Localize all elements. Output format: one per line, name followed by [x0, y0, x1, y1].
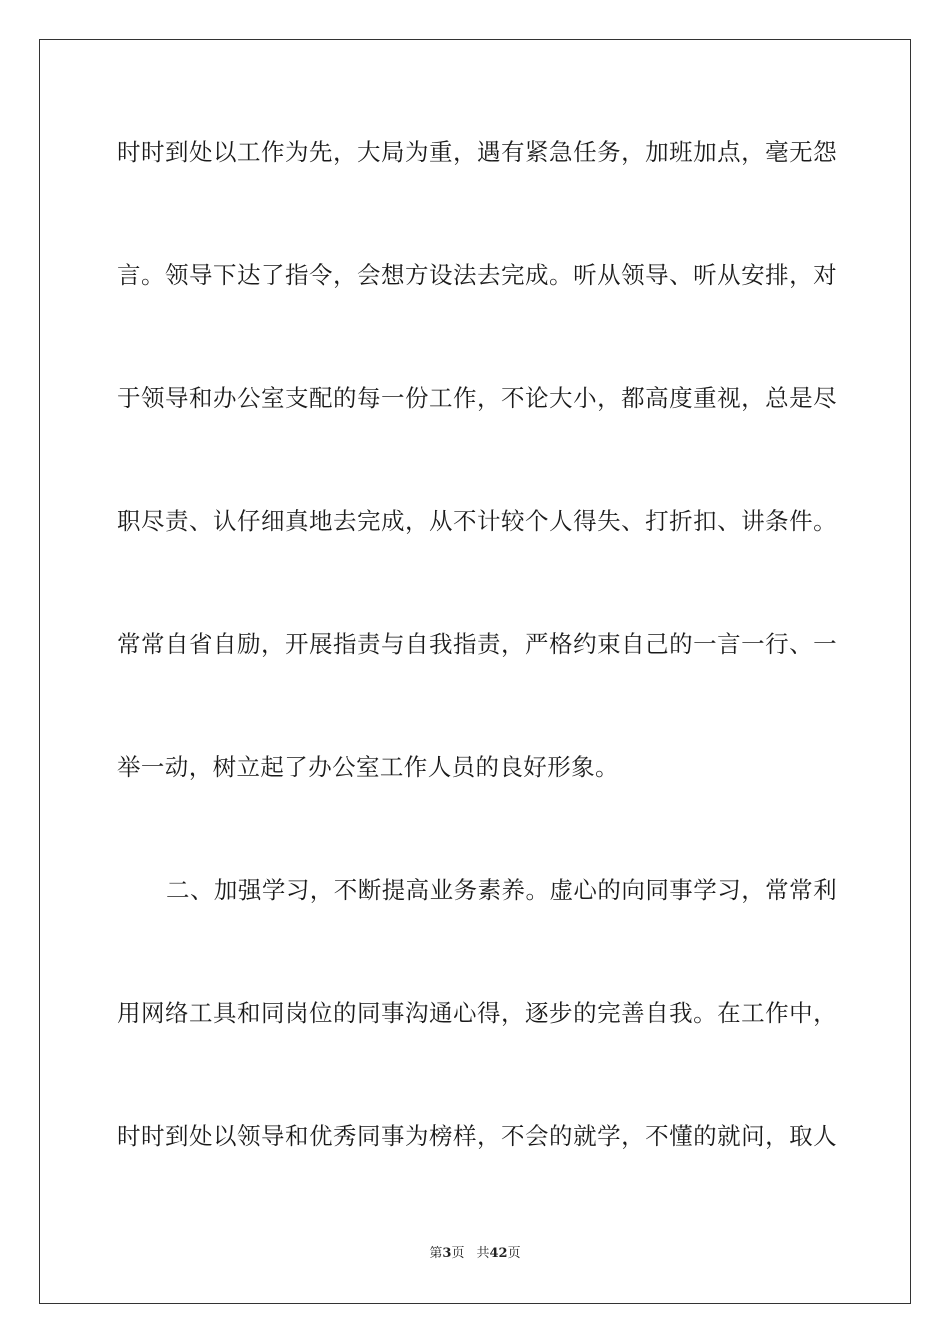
page-label-suffix: 页: [451, 1246, 465, 1261]
page-label-prefix: 第: [429, 1246, 443, 1261]
body-text-line-7: 二、加强学习，不断提高业务素养。虚心的向同事学习，常常利: [166, 876, 837, 904]
body-text-line-5: 常常自省自励，开展指责与自我指责，严格约束自己的一言一行、一: [117, 630, 837, 658]
total-label-prefix: 共: [476, 1246, 490, 1261]
page-footer: [0, 1245, 950, 1263]
body-text-line-8: 用网络工具和同岗位的同事沟通心得，逐步的完善自我。在工作中，: [117, 999, 837, 1027]
body-text-line-9: 时时到处以领导和优秀同事为榜样，不会的就学，不懂的就问，取人: [117, 1122, 837, 1150]
total-pages: 42: [489, 1246, 508, 1261]
total-label-suffix: 页: [507, 1246, 521, 1261]
body-text-line-6: 举一动，树立起了办公室工作人员的良好形象。: [117, 753, 619, 781]
page-frame: [39, 39, 911, 1304]
page-number: 3: [442, 1246, 452, 1261]
body-text-line-3: 于领导和办公室支配的每一份工作，不论大小，都高度重视，总是尽: [117, 384, 837, 412]
body-text-line-1: 时时到处以工作为先，大局为重，遇有紧急任务，加班加点，毫无怨: [117, 138, 837, 166]
body-text-line-4: 职尽责、认仔细真地去完成，从不计较个人得失、打折扣、讲条件。: [117, 507, 837, 535]
body-text-line-2: 言。领导下达了指令，会想方设法去完成。听从领导、听从安排，对: [117, 261, 837, 289]
